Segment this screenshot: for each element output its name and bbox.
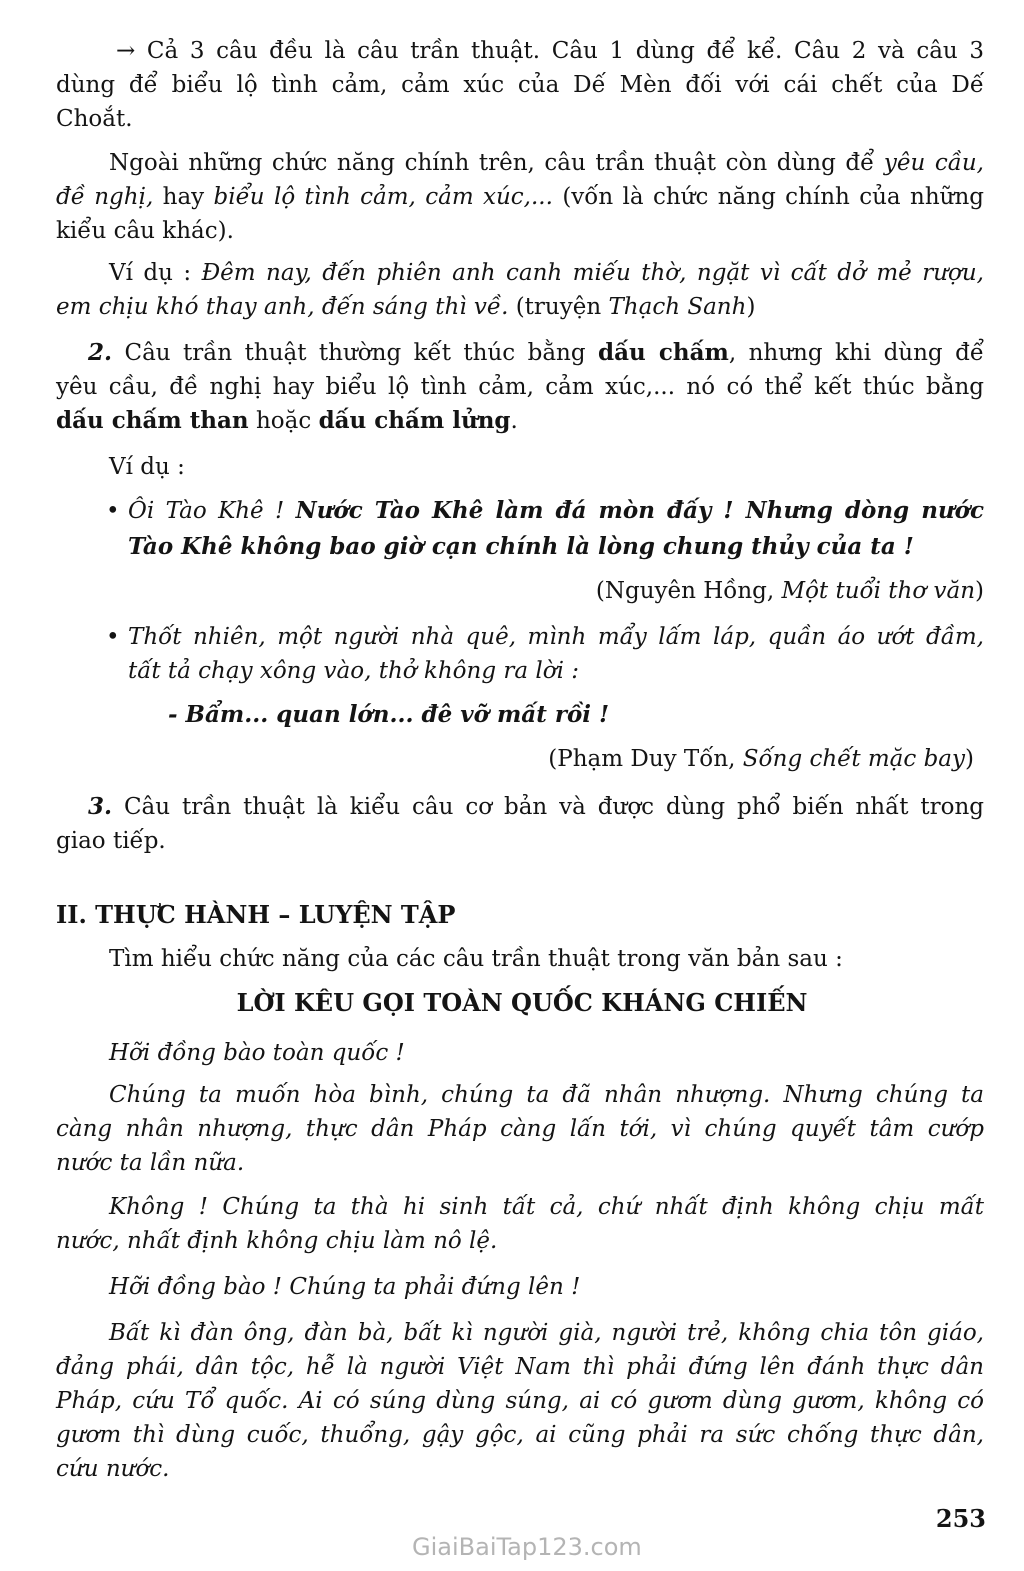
appeal-line-1: Hỡi đồng bào toàn quốc ! xyxy=(109,1040,405,1066)
arrow-icon: → xyxy=(116,38,136,64)
bullet-icon: • xyxy=(106,624,120,650)
appeal-p3-line-2: nước, nhất định không chịu làm nô lệ. xyxy=(56,1228,498,1254)
appeal-p2-line-3: nước ta lần nữa. xyxy=(56,1150,245,1176)
p4-line-1: 2. Câu trần thuật thường kết thúc bằng dấu chấm, nhưng khi dùng để xyxy=(88,339,984,366)
appeal-p2-line-1: Chúng ta muốn hòa bình, chúng ta đã nhân nhượng. Nhưng chúng ta xyxy=(109,1082,984,1108)
appeal-p5-line-1: Bất kì đàn ông, đàn bà, bất kì người già, người trẻ, không chia tôn giáo, xyxy=(109,1320,984,1346)
p4-line-3: dấu chấm than hoặc dấu chấm lửng. xyxy=(56,407,518,434)
example-label: Ví dụ : xyxy=(109,454,185,480)
p6-line-1: 3. Câu trần thuật là kiểu câu cơ bản và được dùng phổ biến nhất trong xyxy=(88,793,984,820)
p3-line-1: Ví dụ : Đêm nay, đến phiên anh canh miếu thờ, ngặt vì cất dở mẻ rượu, xyxy=(109,260,984,286)
appeal-title: LỜI KÊU GỌI TOÀN QUỐC KHÁNG CHIẾN xyxy=(236,988,808,1017)
appeal-p5-line-5: cứu nước. xyxy=(56,1456,170,1482)
p2-line-2: đề nghị, hay biểu lộ tình cảm, cảm xúc,... (vốn là chức năng chính của những xyxy=(56,184,984,210)
p1-line-3: Choắt. xyxy=(56,106,133,132)
p3-line-2: em chịu khó thay anh, đến sáng thì về. (truyện Thạch Sanh) xyxy=(56,294,756,320)
page-number: 253 xyxy=(935,1504,986,1533)
appeal-p3-line-1: Không ! Chúng ta thà hi sinh tất cả, chứ nhất định không chịu mất xyxy=(109,1194,984,1220)
p1-line-1: → Cả 3 câu đều là câu trần thuật. Câu 1 dùng để kể. Câu 2 và câu 3 xyxy=(116,38,984,64)
appeal-p5-line-2: đảng phái, dân tộc, hễ là người Việt Nam thì phải đứng lên đánh thực dân xyxy=(56,1354,984,1380)
example-2-line-3: - Bẩm... quan lớn... đê vỡ mất rồi ! xyxy=(168,701,610,728)
appeal-p2-line-2: càng nhân nhượng, thực dân Pháp càng lấn tới, vì chúng quyết tâm cướp xyxy=(56,1116,984,1142)
bullet-icon: • xyxy=(106,498,120,524)
appeal-line-4: Hỡi đồng bào ! Chúng ta phải đứng lên ! xyxy=(109,1274,581,1300)
example-1-source: (Nguyên Hồng, Một tuổi thơ văn) xyxy=(595,578,984,604)
p4-line-2: yêu cầu, đề nghị hay biểu lộ tình cảm, cảm xúc,... nó có thể kết thúc bằng xyxy=(56,374,984,400)
section-heading: II. THỰC HÀNH – LUYỆN TẬP xyxy=(56,900,456,929)
appeal-p5-line-4: gươm thì dùng cuốc, thuổng, gậy gộc, ai cũng phải ra sức chống thực dân, xyxy=(56,1422,984,1448)
p2-line-1: Ngoài những chức năng chính trên, câu trần thuật còn dùng để yêu cầu, xyxy=(109,150,984,176)
example-2-source: (Phạm Duy Tốn, Sống chết mặc bay) xyxy=(548,746,974,772)
p1-line-2: dùng để biểu lộ tình cảm, cảm xúc của Dế Mèn đối với cái chết của Dế xyxy=(56,72,984,98)
example-1-line-1: Ôi Tào Khê ! Nước Tào Khê làm đá mòn đấy ! Nhưng dòng nước xyxy=(128,497,984,524)
appeal-p5-line-3: Pháp, cứu Tổ quốc. Ai có súng dùng súng, ai có gươm dùng gươm, không có xyxy=(56,1388,984,1414)
section-instruction: Tìm hiểu chức năng của các câu trần thuật trong văn bản sau : xyxy=(109,946,843,972)
example-2-line-2: tất tả chạy xông vào, thở không ra lời : xyxy=(128,658,580,684)
p6-line-2: giao tiếp. xyxy=(56,828,166,854)
example-1-line-2: Tào Khê không bao giờ cạn chính là lòng chung thủy của ta ! xyxy=(128,533,914,560)
example-2-line-1: Thốt nhiên, một người nhà quê, mình mẩy lấm láp, quần áo ướt đầm, xyxy=(128,624,984,650)
p2-line-3: kiểu câu khác). xyxy=(56,218,234,244)
watermark: GiaiBaiTap123.com xyxy=(412,1533,642,1561)
